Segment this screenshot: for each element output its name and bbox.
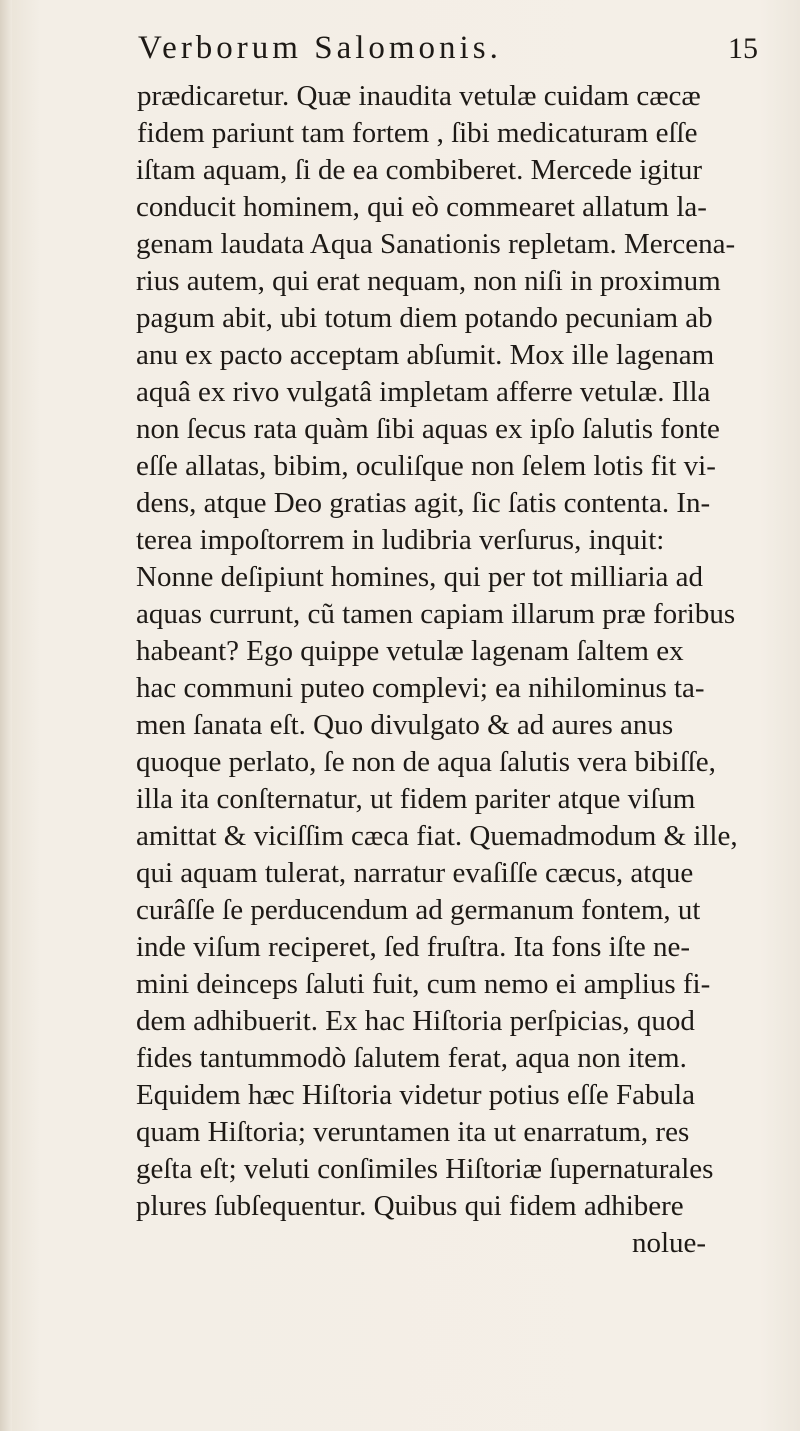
text-line: amittat & viciſſim cæca fiat. Quemadmodum & ille, (136, 820, 738, 852)
page-header (138, 30, 778, 74)
text-line: illa ita conſternatur, ut fidem pariter atque viſum (136, 783, 696, 815)
text-line: aquas currunt, cũ tamen capiam illarum præ foribus (136, 598, 736, 630)
text-line: iſtam aquam, ſi de ea combiberet. Mercede igitur (136, 154, 703, 186)
text-line: fidem pariunt tam fortem , ſibi medicaturam eſſe (137, 117, 698, 149)
text-line: rius autem, qui erat nequam, non niſi in proximum (136, 265, 721, 297)
text-line: dem adhibuerit. Ex hac Hiſtoria perſpicias, quod (136, 1005, 695, 1037)
text-line: pagum abit, ubi totum diem potando pecuniam ab (136, 302, 713, 334)
text-line: prædicaretur. Quæ inaudita vetulæ cuidam cæcæ (137, 80, 701, 112)
text-line: fides tantummodò ſalutem ferat, aqua non item. (136, 1042, 687, 1074)
running-title: Verborum Salomonis. (138, 30, 502, 66)
text-line: Nonne deſipiunt homines, qui per tot milliaria ad (136, 561, 704, 593)
text-line: hac communi puteo complevi; ea nihilominus ta- (136, 672, 705, 704)
text-line: Equidem hæc Hiſtoria videtur potius eſſe Fabula (136, 1079, 695, 1111)
text-line: anu ex pacto acceptam abſumit. Mox ille lagenam (136, 339, 715, 371)
catchword: nolue- (632, 1227, 707, 1259)
text-line: terea impoſtorrem in ludibria verſurus, inquit: (136, 524, 665, 556)
text-line: eſſe allatas, bibim, oculiſque non ſelem lotis fit vi- (136, 450, 716, 482)
text-line: genam laudata Aqua Sanationis repletam. Mercena- (136, 228, 736, 260)
text-line: dens, atque Deo gratias agit, ſic ſatis contenta. In- (136, 487, 711, 519)
text-line: non ſecus rata quàm ſibi aquas ex ipſo ſalutis fonte (136, 413, 720, 445)
page-gutter-shadow (0, 0, 12, 1431)
text-line: curâſſe ſe perducendum ad germanum fontem, ut (136, 894, 701, 926)
text-line: quoque perlato, ſe non de aqua ſalutis vera bibiſſe, (136, 746, 716, 778)
text-line: qui aquam tulerat, narratur evaſiſſe cæcus, atque (136, 857, 694, 889)
text-line: plures ſubſequentur. Quibus qui fidem adhibere (136, 1190, 684, 1222)
text-line: quam Hiſtoria; veruntamen ita ut enarratum, res (136, 1116, 690, 1148)
page-number: 15 (728, 32, 758, 65)
text-line: men ſanata eſt. Quo divulgato & ad aures anus (136, 709, 674, 741)
text-line: inde viſum reciperet, ſed fruſtra. Ita fons iſte ne- (136, 931, 691, 963)
text-line: conducit hominem, qui eò commearet allatum la- (136, 191, 707, 223)
text-line: aquâ ex rivo vulgatâ impletam afferre vetulæ. Illa (136, 376, 711, 408)
text-line: geſta eſt; veluti conſimiles Hiſtoriæ ſupernaturales (136, 1153, 714, 1185)
text-line: mini deinceps ſaluti fuit, cum nemo ei amplius fi- (136, 968, 711, 1000)
text-line: habeant? Ego quippe vetulæ lagenam ſaltem ex (136, 635, 684, 667)
